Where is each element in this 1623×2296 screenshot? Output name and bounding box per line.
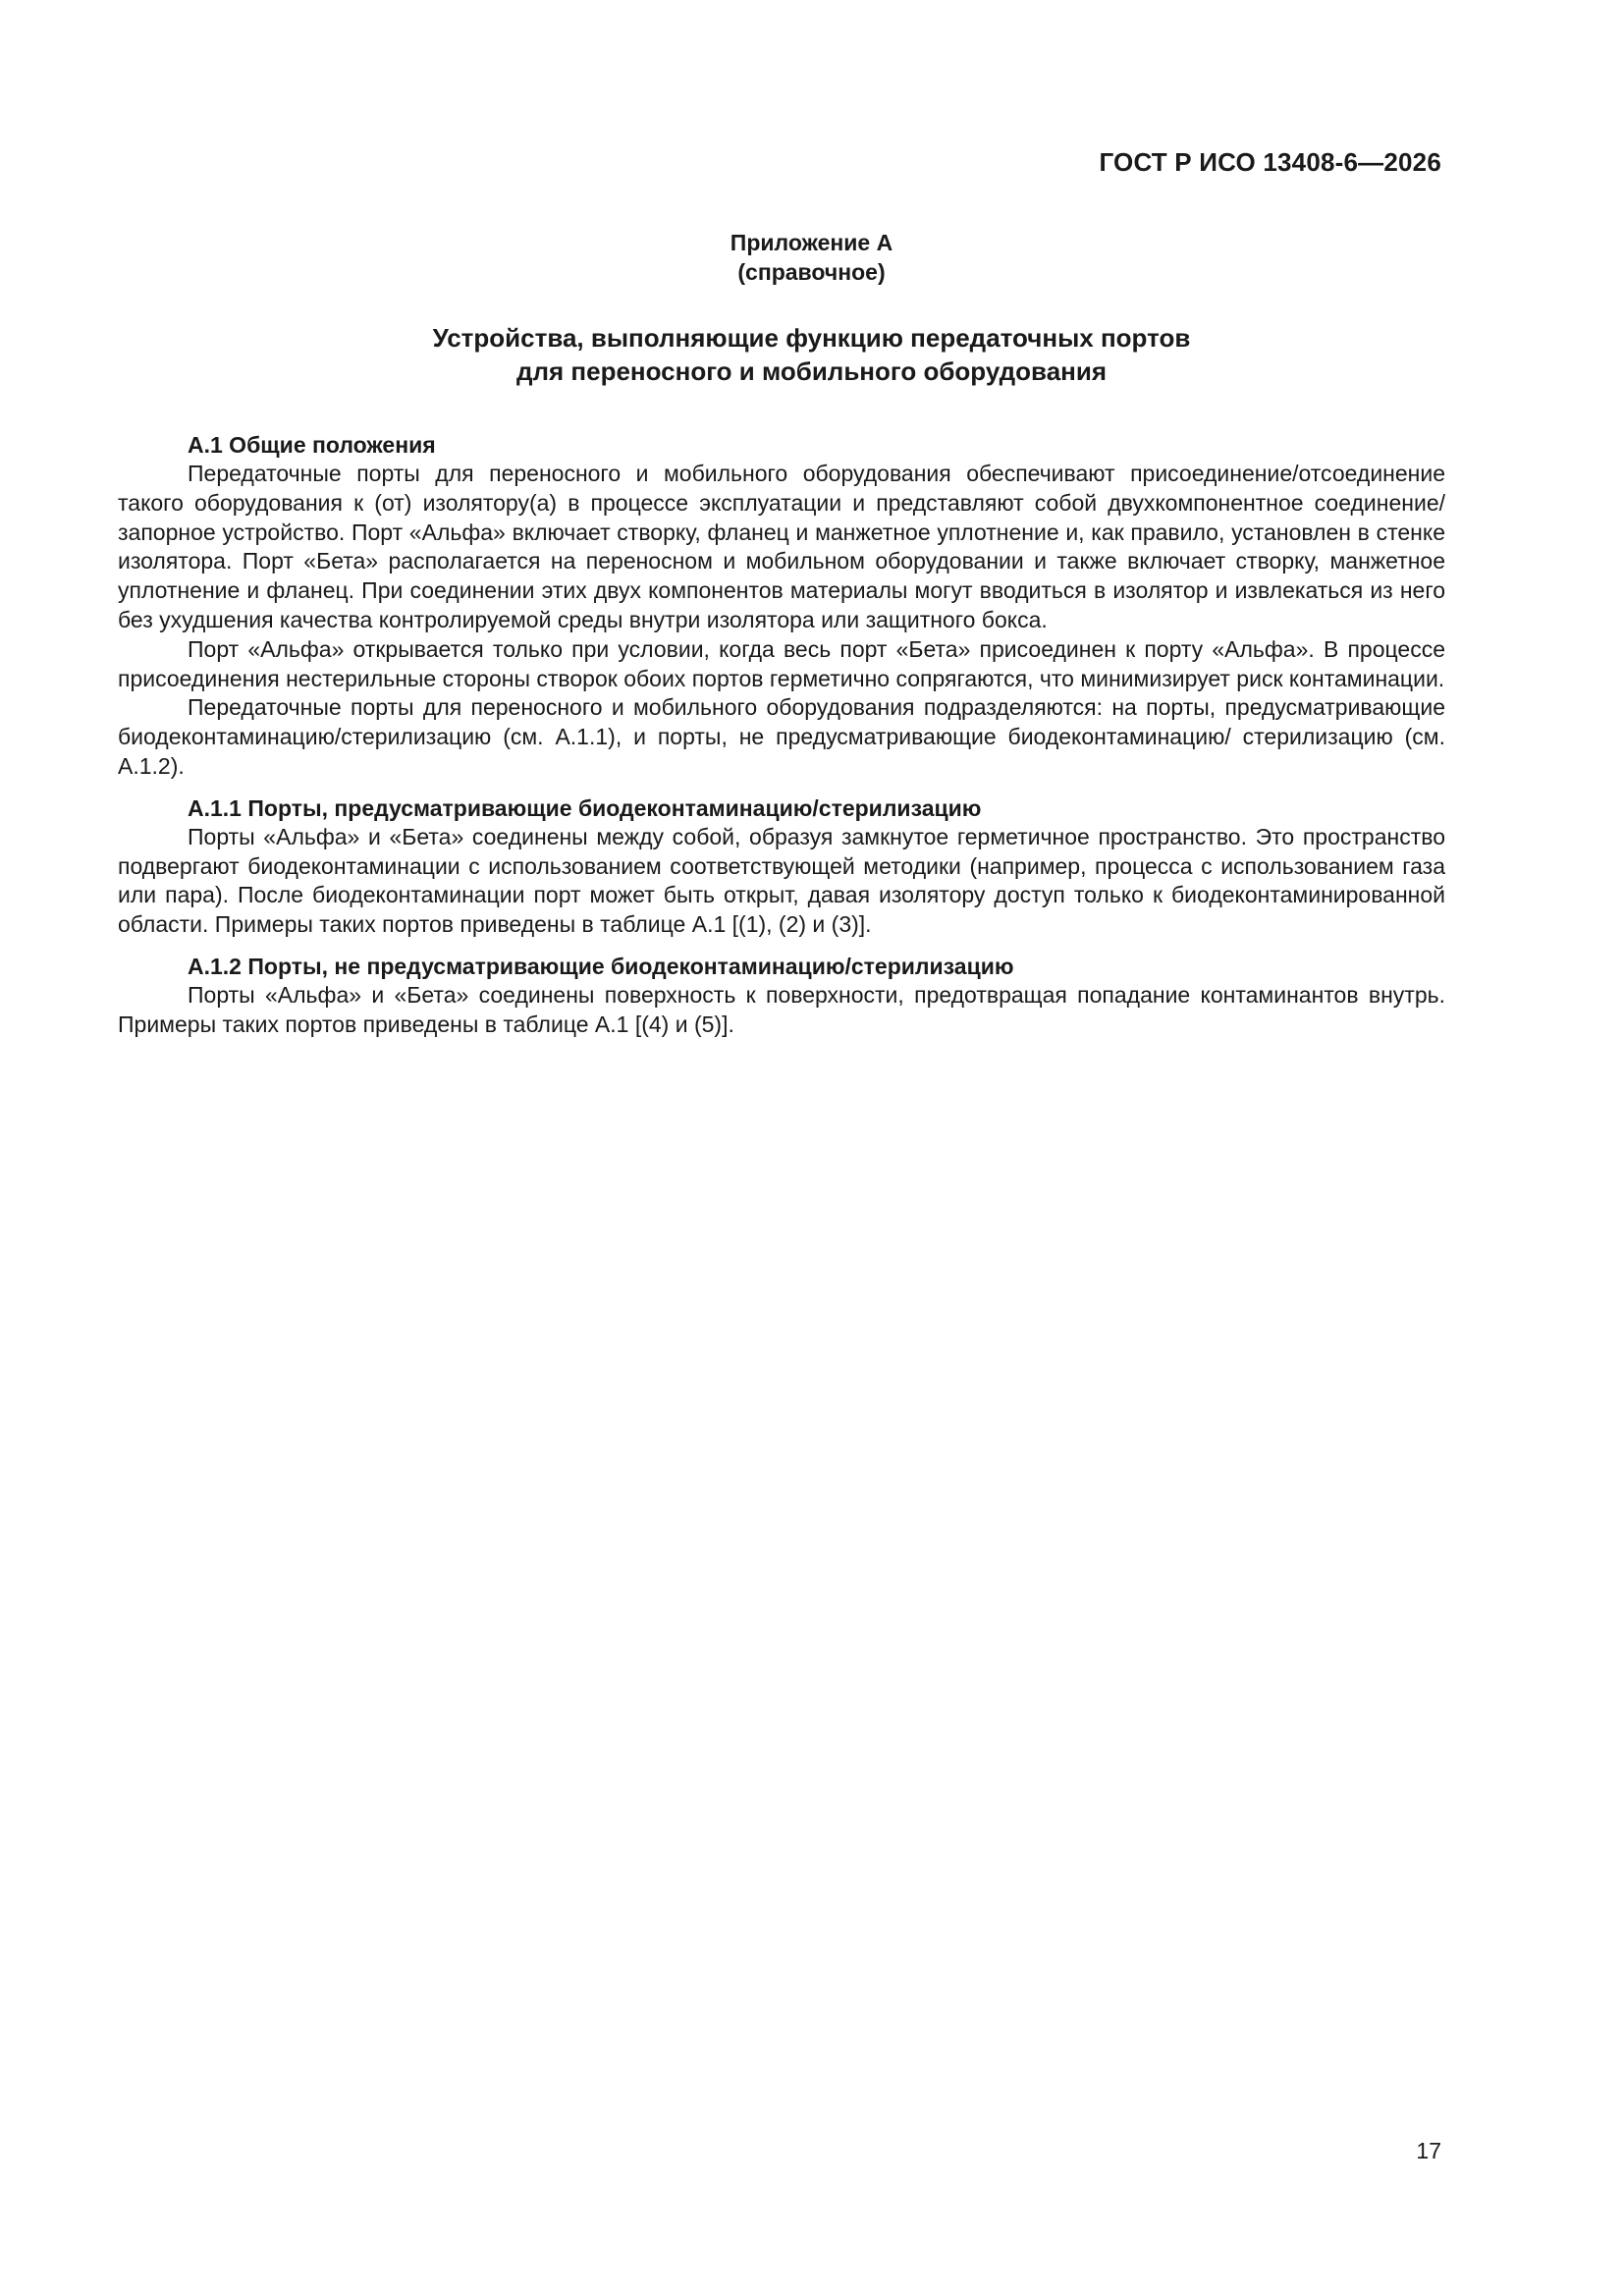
document-body (118, 430, 1445, 1040)
document-code: ГОСТ Р ИСО 13408-6—2026 (1099, 147, 1441, 177)
paragraph: Передаточные порты для переносного и мобильного оборудования подразделяются: на порты, предусматривающие биодеконтаминацию/стерилизацию (см. А.1.1), и порты, не предусматривающие биодеконтаминацию/ стерилизацию (см. А.1.2). (118, 694, 1445, 779)
section-heading-a12: А.1.2 Порты, не предусматривающие биодеконтаминацию/стерилизацию (188, 953, 1014, 979)
paragraph: Порты «Альфа» и «Бета» соединены поверхность к поверхности, предотвращая попадание контаминантов внутрь. Примеры таких портов приведены в таблице А.1 [(4) и (5)]. (118, 981, 1445, 1037)
annex-label: Приложение А (730, 230, 893, 255)
annex-header (0, 228, 1623, 287)
paragraph: Порты «Альфа» и «Бета» соединены между собой, образуя замкнутое герметичное пространство. Это пространство подвергают биодеконтаминации с использованием соответствующей методики (например, процесса с использованием газа или пара). После биодеконтаминации порт может быть открыт, давая изолятору доступ только к биодеконтаминированной области. Примеры таких портов приведены в таблице А.1 [(1), (2) и (3)]. (118, 823, 1445, 938)
annex-kind: (справочное) (737, 259, 886, 285)
paragraph: Передаточные порты для переносного и мобильного оборудования обеспечивают присоединение/отсоединение такого оборудования к (от) изолятору(а) в процессе эксплуатации и представляют собой двухкомпонентное соединение/запорное устройство. Порт «Альфа» включает створку, фланец и манжетное уплотнение и, как правило, установлен в стенке изолятора. Порт «Бета» располагается на переносном и мобильном оборудовании и также включает створку, манжетное уплотнение и фланец. При соединении этих двух компонентов материалы могут вводиться в изолятор и извлекаться из него без ухудшения качества контролируемой среды внутри изолятора или защитного бокса. (118, 461, 1445, 632)
paragraph: Порт «Альфа» открывается только при условии, когда весь порт «Бета» присоединен к порту «Альфа». В процессе присоединения нестерильные стороны створок обоих портов герметично сопрягаются, что минимизирует риск контаминации. (118, 635, 1445, 691)
section-heading-a1: А.1 Общие положения (188, 432, 436, 458)
page-number: 17 (1416, 2138, 1441, 2163)
annex-title-line-2: для переносного и мобильного оборудования (515, 356, 1108, 386)
section-heading-a11: А.1.1 Порты, предусматривающие биодеконтаминацию/стерилизацию (188, 794, 982, 821)
annex-title-line-1: Устройства, выполняющие функцию передаточных портов (432, 323, 1191, 353)
annex-title (0, 321, 1623, 388)
